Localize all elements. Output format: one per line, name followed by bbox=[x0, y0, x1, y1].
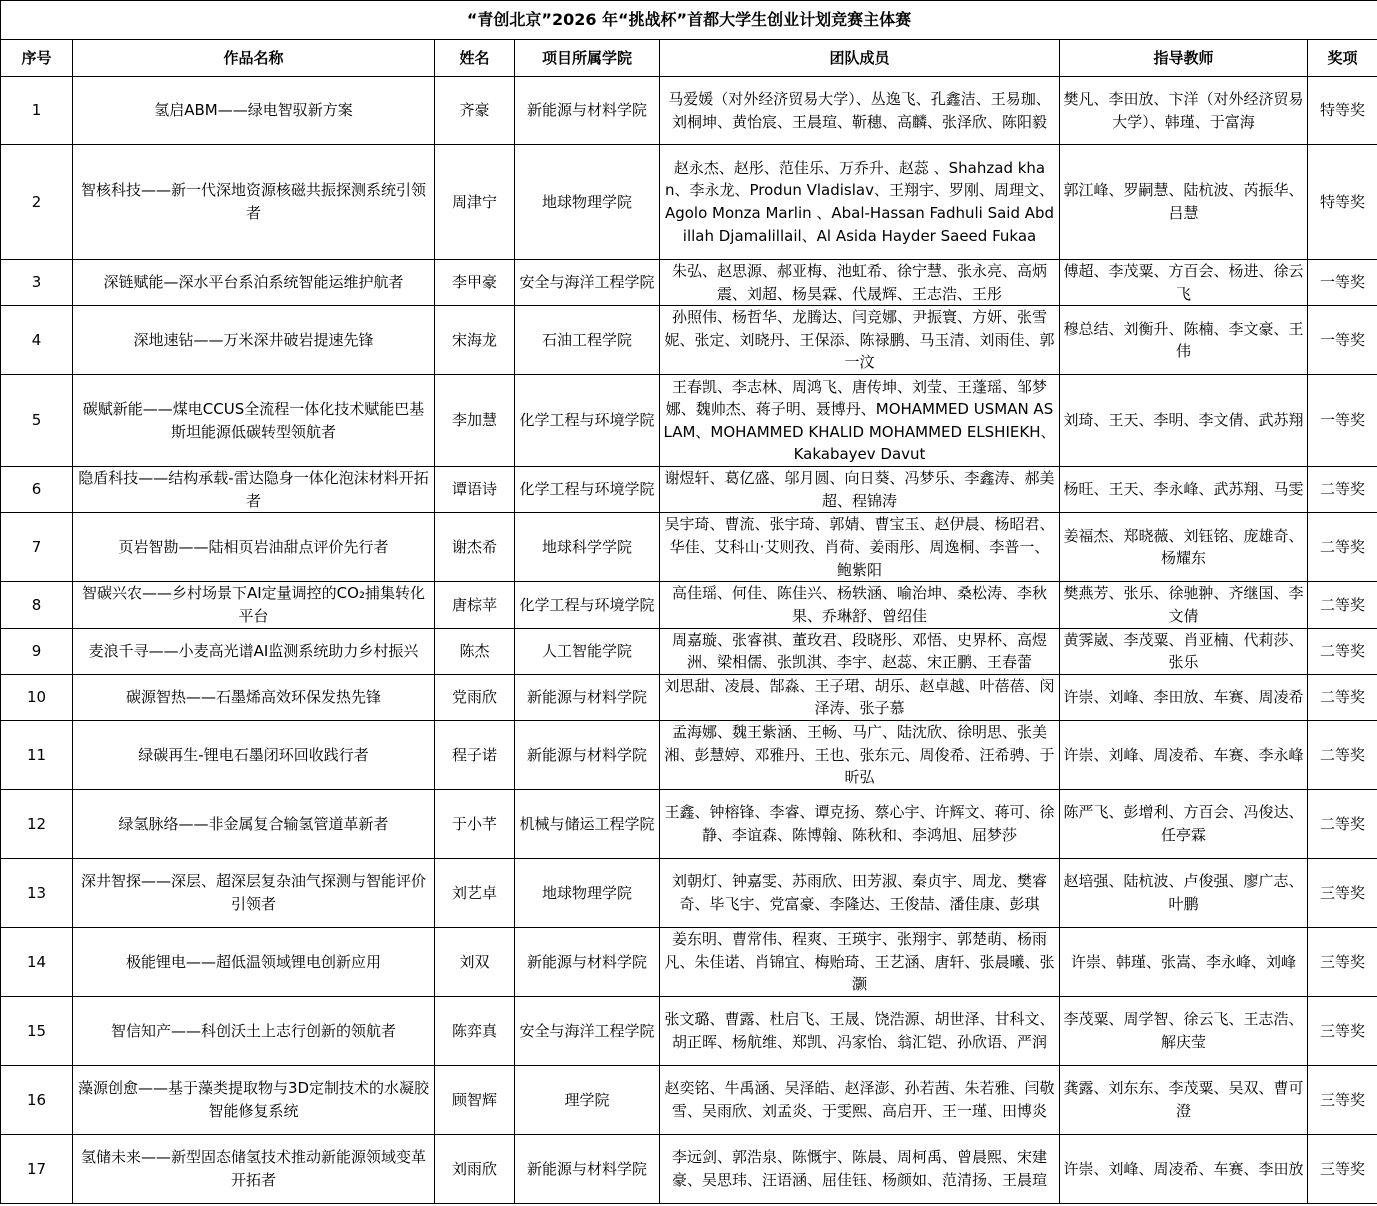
cell-project: 页岩智勘——陆相页岩油甜点评价先行者 bbox=[73, 513, 435, 582]
cell-project: 碳源智热——石墨烯高效环保发热先锋 bbox=[73, 674, 435, 720]
header-row bbox=[1, 40, 1377, 77]
table-row bbox=[1, 927, 1377, 996]
cell-project: 藻源创愈——基于藻类提取物与3D定制技术的水凝胶智能修复系统 bbox=[73, 1065, 435, 1134]
cell-college: 安全与海洋工程学院 bbox=[515, 260, 660, 306]
table-body bbox=[1, 77, 1377, 1204]
cell-college: 地球物理学院 bbox=[515, 145, 660, 260]
cell-award: 特等奖 bbox=[1308, 77, 1377, 145]
cell-project: 智信知产——科创沃土上志行创新的领航者 bbox=[73, 996, 435, 1065]
cell-project: 智碳兴农——乡村场景下AI定量调控的CO₂捕集转化平台 bbox=[73, 582, 435, 628]
cell-award: 三等奖 bbox=[1308, 996, 1377, 1065]
cell-members: 谢煜轩、葛亿盛、邬月圆、向日葵、冯梦乐、李鑫涛、郝美超、程锦涛 bbox=[660, 467, 1060, 513]
cell-name: 于小芊 bbox=[435, 789, 515, 858]
cell-project: 绿氢脉络——非金属复合输氢管道革新者 bbox=[73, 789, 435, 858]
cell-award: 三等奖 bbox=[1308, 1134, 1377, 1203]
cell-name: 党雨欣 bbox=[435, 674, 515, 720]
cell-project: 绿碳再生-锂电石墨闭环回收践行者 bbox=[73, 720, 435, 789]
cell-members: 高佳瑶、何佳、陈佳兴、杨轶涵、喻治坤、桑松涛、李秋果、乔琳舒、曾绍佳 bbox=[660, 582, 1060, 628]
cell-no: 4 bbox=[1, 306, 73, 375]
cell-project: 碳赋新能——煤电CCUS全流程一体化技术赋能巴基斯坦能源低碳转型领航者 bbox=[73, 375, 435, 467]
cell-members: 朱弘、赵思源、郝亚梅、池虹希、徐宁慧、张永亮、高炳震、刘超、杨昊霖、代晟辉、王志浩、王彤 bbox=[660, 260, 1060, 306]
cell-award: 三等奖 bbox=[1308, 927, 1377, 996]
table-row bbox=[1, 306, 1377, 375]
cell-advisors: 穆总结、刘衡升、陈楠、李文豪、王伟 bbox=[1060, 306, 1308, 375]
cell-no: 14 bbox=[1, 927, 73, 996]
cell-name: 宋海龙 bbox=[435, 306, 515, 375]
cell-advisors: 许崇、刘峰、周凌希、车赛、李田放 bbox=[1060, 1134, 1308, 1203]
table-row bbox=[1, 77, 1377, 145]
cell-members: 张文璐、曹露、杜启飞、王晟、饶浩源、胡世泽、甘科文、胡正晖、杨航维、郑凯、冯家怡、翁汇铠、孙欣语、严润 bbox=[660, 996, 1060, 1065]
table-row bbox=[1, 789, 1377, 858]
cell-no: 16 bbox=[1, 1065, 73, 1134]
cell-advisors: 赵培强、陆杭波、卢俊强、廖广志、叶鹏 bbox=[1060, 858, 1308, 927]
table-row bbox=[1, 145, 1377, 260]
cell-project: 极能锂电——超低温领域锂电创新应用 bbox=[73, 927, 435, 996]
cell-college: 化学工程与环境学院 bbox=[515, 467, 660, 513]
cell-college: 新能源与材料学院 bbox=[515, 674, 660, 720]
header-no: 序号 bbox=[1, 40, 73, 77]
cell-advisors: 樊凡、李田放、卞洋（对外经济贸易大学）、韩瑾、于富海 bbox=[1060, 77, 1308, 145]
cell-advisors: 陈严飞、彭增利、方百会、冯俊达、任亭霖 bbox=[1060, 789, 1308, 858]
table-row bbox=[1, 628, 1377, 674]
table-row bbox=[1, 720, 1377, 789]
cell-name: 刘艺卓 bbox=[435, 858, 515, 927]
cell-members: 王鑫、钟榕锋、李睿、谭克扬、蔡心宇、许辉文、蒋可、徐静、李谊森、陈博翰、陈秋和、李鸿旭、屈梦莎 bbox=[660, 789, 1060, 858]
cell-college: 地球物理学院 bbox=[515, 858, 660, 927]
cell-advisors: 樊燕芳、张乐、徐驰翀、齐继国、李文倩 bbox=[1060, 582, 1308, 628]
cell-members: 刘朝灯、钟嘉雯、苏雨欣、田芳淑、秦贞宇、周龙、樊睿奇、毕飞宇、党富豪、李隆达、王俊喆、潘佳康、彭琪 bbox=[660, 858, 1060, 927]
cell-award: 二等奖 bbox=[1308, 674, 1377, 720]
cell-name: 唐棕苹 bbox=[435, 582, 515, 628]
table-row bbox=[1, 375, 1377, 467]
cell-no: 15 bbox=[1, 996, 73, 1065]
cell-college: 新能源与材料学院 bbox=[515, 1134, 660, 1203]
table-row bbox=[1, 858, 1377, 927]
cell-award: 三等奖 bbox=[1308, 858, 1377, 927]
cell-name: 齐豪 bbox=[435, 77, 515, 145]
cell-project: 麦浪千寻——小麦高光谱AI监测系统助力乡村振兴 bbox=[73, 628, 435, 674]
cell-college: 化学工程与环境学院 bbox=[515, 582, 660, 628]
cell-no: 10 bbox=[1, 674, 73, 720]
cell-college: 石油工程学院 bbox=[515, 306, 660, 375]
cell-award: 二等奖 bbox=[1308, 467, 1377, 513]
cell-award: 二等奖 bbox=[1308, 628, 1377, 674]
cell-members: 吴宇琦、曹流、张宇琦、郭婧、曹宝玉、赵伊晨、杨昭君、华佳、艾科山·艾则孜、肖荷、姜雨彤、周逸桐、李普一、鲍紫阳 bbox=[660, 513, 1060, 582]
cell-members: 李远剑、郭浩泉、陈慨宇、陈晨、周柯禹、曾晨熙、宋建豪、吴思玮、汪语涵、屈佳钰、杨颜如、范清扬、王晨瑄 bbox=[660, 1134, 1060, 1203]
cell-members: 赵奕铭、牛禹涵、吴泽皓、赵泽澎、孙若茜、朱若雅、闫敬雪、吴雨欣、刘孟炎、于雯熙、高启开、王一瑾、田博炎 bbox=[660, 1065, 1060, 1134]
cell-no: 6 bbox=[1, 467, 73, 513]
cell-award: 一等奖 bbox=[1308, 260, 1377, 306]
cell-advisors: 刘琦、王天、李明、李文倩、武苏翔 bbox=[1060, 375, 1308, 467]
cell-project: 氢储未来——新型固态储氢技术推动新能源领域变革开拓者 bbox=[73, 1134, 435, 1203]
cell-no: 11 bbox=[1, 720, 73, 789]
cell-members: 孙照伟、杨哲华、龙腾达、闫竞娜、尹振寰、方妍、张雪妮、张定、刘晓丹、王保添、陈禄鹏、马玉清、刘雨佳、郭一汶 bbox=[660, 306, 1060, 375]
cell-college: 人工智能学院 bbox=[515, 628, 660, 674]
cell-no: 13 bbox=[1, 858, 73, 927]
cell-no: 5 bbox=[1, 375, 73, 467]
cell-no: 2 bbox=[1, 145, 73, 260]
cell-award: 一等奖 bbox=[1308, 306, 1377, 375]
cell-no: 12 bbox=[1, 789, 73, 858]
cell-project: 智核科技——新一代深地资源核磁共振探测系统引领者 bbox=[73, 145, 435, 260]
cell-name: 刘雨欣 bbox=[435, 1134, 515, 1203]
cell-name: 谭语诗 bbox=[435, 467, 515, 513]
cell-award: 一等奖 bbox=[1308, 375, 1377, 467]
cell-advisors: 黄霁崴、李茂粟、肖亚楠、代莉莎、张乐 bbox=[1060, 628, 1308, 674]
cell-advisors: 姜福杰、郑晓薇、刘钰铭、庞雄奇、杨耀东 bbox=[1060, 513, 1308, 582]
cell-name: 陈杰 bbox=[435, 628, 515, 674]
cell-college: 机械与储运工程学院 bbox=[515, 789, 660, 858]
table-row bbox=[1, 996, 1377, 1065]
title-row bbox=[1, 1, 1377, 40]
cell-advisors: 龚露、刘东东、李茂粟、吴双、曹可澄 bbox=[1060, 1065, 1308, 1134]
cell-name: 刘双 bbox=[435, 927, 515, 996]
cell-name: 陈弈真 bbox=[435, 996, 515, 1065]
cell-name: 程子诺 bbox=[435, 720, 515, 789]
cell-name: 周津宁 bbox=[435, 145, 515, 260]
cell-no: 3 bbox=[1, 260, 73, 306]
table-row bbox=[1, 1134, 1377, 1203]
cell-members: 马爱媛（对外经济贸易大学）、丛逸飞、孔鑫洁、王易珈、刘桐坤、黄怡宸、王晨瑄、靳穗、高麟、张泽欣、陈阳毅 bbox=[660, 77, 1060, 145]
table-title: “青创北京”2026 年“挑战杯”首都大学生创业计划竞赛主体赛 bbox=[1, 1, 1377, 40]
header-name: 姓名 bbox=[435, 40, 515, 77]
cell-project: 深地速钻——万米深井破岩提速先锋 bbox=[73, 306, 435, 375]
cell-college: 化学工程与环境学院 bbox=[515, 375, 660, 467]
cell-advisors: 李茂粟、周学智、徐云飞、王志浩、解庆莹 bbox=[1060, 996, 1308, 1065]
cell-name: 顾智辉 bbox=[435, 1065, 515, 1134]
cell-award: 三等奖 bbox=[1308, 1065, 1377, 1134]
cell-advisors: 许崇、刘峰、李田放、车赛、周凌希 bbox=[1060, 674, 1308, 720]
header-advisors: 指导教师 bbox=[1060, 40, 1308, 77]
cell-college: 安全与海洋工程学院 bbox=[515, 996, 660, 1065]
cell-advisors: 郭江峰、罗嗣慧、陆杭波、芮振华、吕慧 bbox=[1060, 145, 1308, 260]
cell-members: 刘思甜、凌晨、郜淼、王子珺、胡乐、赵卓越、叶蓓蓓、闵泽涛、张子慕 bbox=[660, 674, 1060, 720]
header-award: 奖项 bbox=[1308, 40, 1377, 77]
header-project: 作品名称 bbox=[73, 40, 435, 77]
table-row bbox=[1, 260, 1377, 306]
cell-no: 1 bbox=[1, 77, 73, 145]
cell-project: 深链赋能—深水平台系泊系统智能运维护航者 bbox=[73, 260, 435, 306]
cell-name: 李加慧 bbox=[435, 375, 515, 467]
cell-name: 谢杰希 bbox=[435, 513, 515, 582]
cell-no: 17 bbox=[1, 1134, 73, 1203]
cell-no: 8 bbox=[1, 582, 73, 628]
cell-advisors: 许崇、刘峰、周凌希、车赛、李永峰 bbox=[1060, 720, 1308, 789]
cell-college: 新能源与材料学院 bbox=[515, 720, 660, 789]
cell-award: 二等奖 bbox=[1308, 513, 1377, 582]
cell-members: 周嘉璇、张睿祺、董玫君、段晓彤、邓悟、史界杯、高煜洲、梁相儒、张凯淇、李宇、赵蕊、宋正鹏、王春蕾 bbox=[660, 628, 1060, 674]
cell-college: 理学院 bbox=[515, 1065, 660, 1134]
cell-college: 新能源与材料学院 bbox=[515, 927, 660, 996]
cell-no: 9 bbox=[1, 628, 73, 674]
cell-award: 二等奖 bbox=[1308, 582, 1377, 628]
cell-college: 新能源与材料学院 bbox=[515, 77, 660, 145]
cell-advisors: 傅超、李茂粟、方百会、杨进、徐云飞 bbox=[1060, 260, 1308, 306]
header-college: 项目所属学院 bbox=[515, 40, 660, 77]
cell-members: 孟海娜、魏王紫涵、王畅、马广、陆沈欣、徐明思、张美湘、彭慧婷、邓雅丹、王也、张东元、周俊希、汪希骋、于昕弘 bbox=[660, 720, 1060, 789]
cell-members: 王春凯、李志林、周鸿飞、唐传坤、刘莹、王蓬瑶、邹梦娜、魏帅杰、蒋子明、聂博丹、MOHAMMED USMAN ASLAM、MOHAMMED KHALID MOHAMMED ELSHIEKH、Kakabayev Davut bbox=[660, 375, 1060, 467]
cell-name: 李甲豪 bbox=[435, 260, 515, 306]
table-row bbox=[1, 467, 1377, 513]
table-row bbox=[1, 582, 1377, 628]
table-row bbox=[1, 1065, 1377, 1134]
header-members: 团队成员 bbox=[660, 40, 1060, 77]
cell-advisors: 许崇、韩瑾、张嵩、李永峰、刘峰 bbox=[1060, 927, 1308, 996]
cell-advisors: 杨旺、王天、李永峰、武苏翔、马雯 bbox=[1060, 467, 1308, 513]
cell-no: 7 bbox=[1, 513, 73, 582]
table-row bbox=[1, 674, 1377, 720]
cell-project: 氢启ABM——绿电智驭新方案 bbox=[73, 77, 435, 145]
cell-college: 地球科学学院 bbox=[515, 513, 660, 582]
cell-members: 姜东明、曹常伟、程爽、王瑛宇、张翔宇、郭楚萌、杨雨凡、朱佳诺、肖锦宜、梅贻琦、王艺涵、唐轩、张晨曦、张灏 bbox=[660, 927, 1060, 996]
cell-project: 隐盾科技——结构承载-雷达隐身一体化泡沫材料开拓者 bbox=[73, 467, 435, 513]
cell-award: 二等奖 bbox=[1308, 789, 1377, 858]
table-row bbox=[1, 513, 1377, 582]
cell-members: 赵永杰、赵彤、范佳乐、万乔升、赵蕊 、Shahzad khan、李永龙、Produn Vladislav、王翔宇、罗刚、周理文、Agolo Monza Marlin 、Abal-Hassan Fadhuli Said Abdillah Djamalillail、Al Asida Hayder Saeed Fukaa bbox=[660, 145, 1060, 260]
cell-award: 特等奖 bbox=[1308, 145, 1377, 260]
cell-project: 深井智探——深层、超深层复杂油气探测与智能评价引领者 bbox=[73, 858, 435, 927]
cell-award: 二等奖 bbox=[1308, 720, 1377, 789]
